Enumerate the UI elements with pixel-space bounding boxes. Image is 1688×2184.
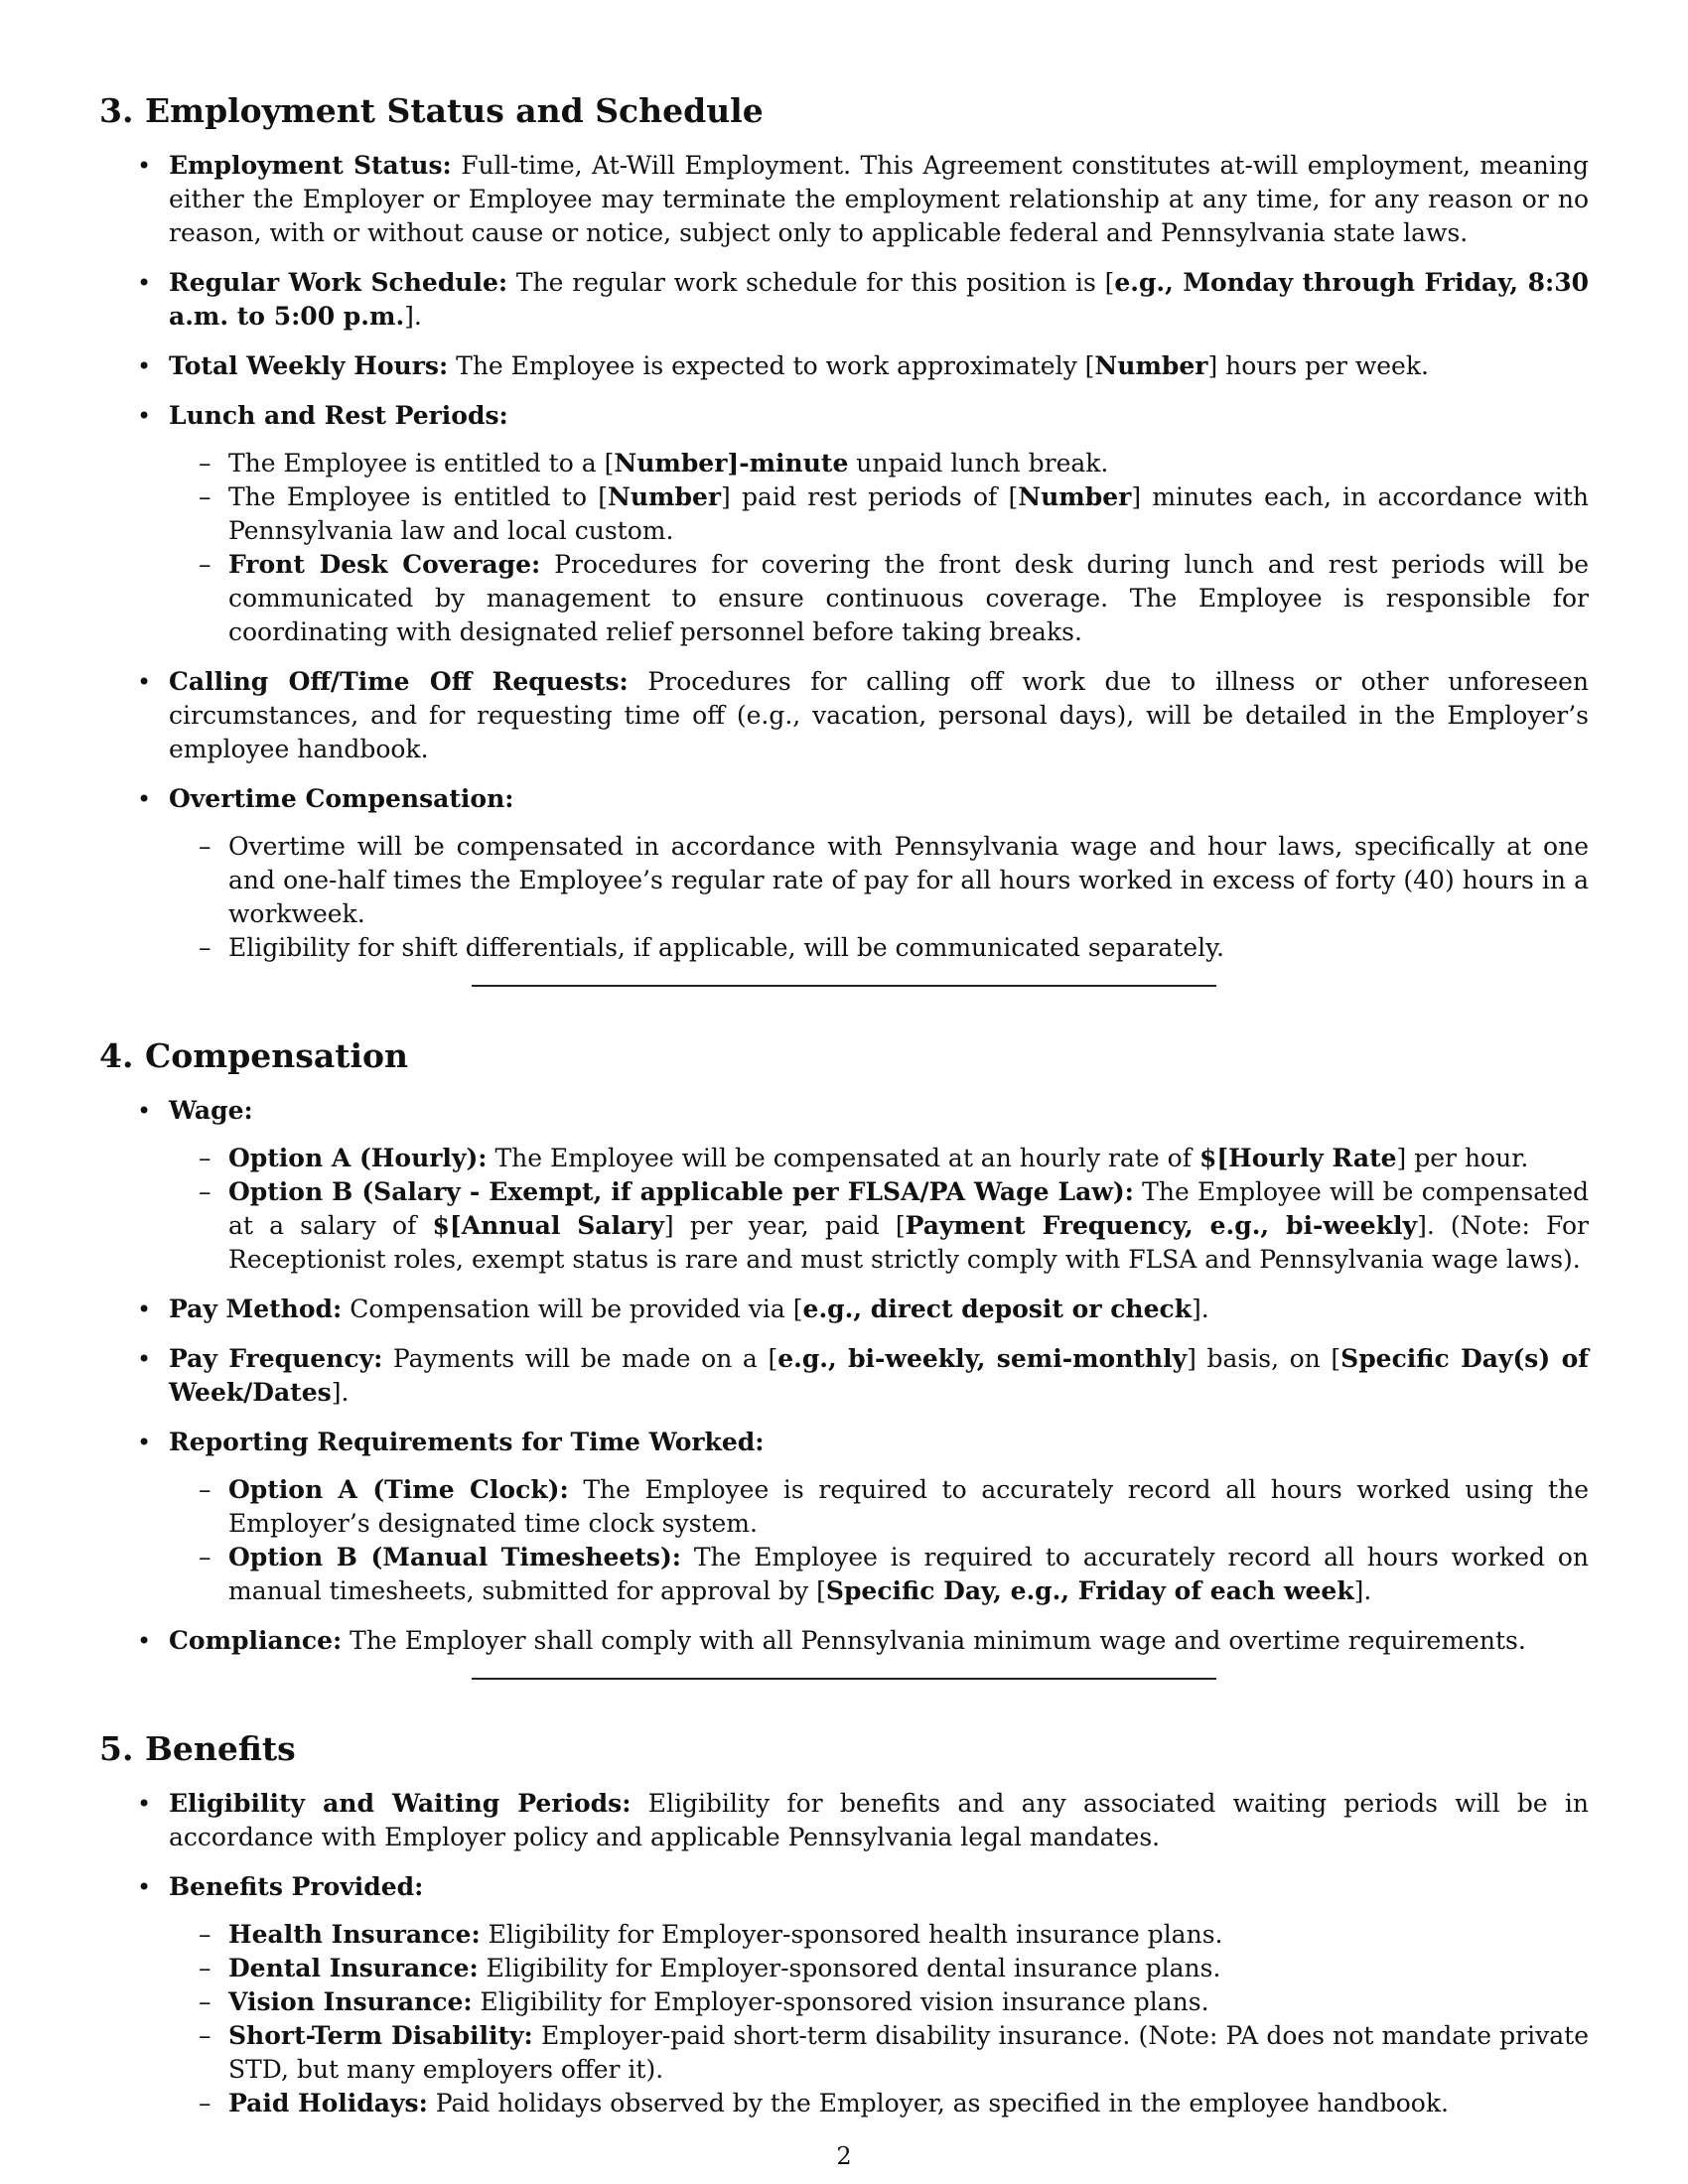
item-text: Procedures for calling off work due to illness or other unforeseen circumstances, and for requesting time off (e.g., vacation, personal days), will be detailed in the Employer’s employee handbook.: [169, 667, 1589, 763]
list-item: [99, 349, 1589, 383]
list-item: [99, 1787, 1589, 1854]
item-label: Option A (Hourly):: [228, 1144, 488, 1172]
section-divider: [472, 985, 1216, 987]
section-3-list: [99, 149, 1589, 965]
sub-list: [169, 1473, 1589, 1608]
list-item: [99, 266, 1589, 334]
placeholder-field: Specific Day(s) of Week/Dates: [169, 1344, 1589, 1407]
item-text: ] hours per week.: [1207, 351, 1429, 380]
item-text: ].: [1353, 1576, 1372, 1605]
placeholder-field: $[Annual Salary: [432, 1211, 664, 1240]
item-label: Short-Term Disability:: [228, 2021, 533, 2050]
sub-list-item: [169, 931, 1589, 965]
item-label: Calling Off/Time Off Requests:: [169, 667, 629, 696]
item-label: Benefits Provided:: [169, 1872, 424, 1901]
list-item: [99, 1342, 1589, 1410]
item-label: Pay Method:: [169, 1295, 343, 1323]
sub-list-item: [169, 1473, 1589, 1541]
list-item: [99, 665, 1589, 766]
section-5-list: [99, 1787, 1589, 2120]
item-text: ] per hour.: [1396, 1144, 1529, 1172]
sub-list-item: [169, 1918, 1589, 1952]
item-label: Option B (Manual Timesheets):: [228, 1543, 682, 1571]
section-3-heading: [99, 89, 1589, 133]
list-item: [99, 149, 1589, 250]
item-label: Reporting Requirements for Time Worked:: [169, 1428, 765, 1456]
placeholder-field: e.g., Monday through Friday, 8:30 a.m. to 5:00 p.m.: [169, 268, 1589, 331]
item-text: ] per year, paid [: [663, 1211, 906, 1240]
section-4-title: Compensation: [145, 1036, 408, 1075]
sub-list: [169, 1142, 1589, 1277]
item-text: The Employee is required to accurately record all hours worked on manual timesheets, submitted for approval by [: [228, 1543, 1589, 1605]
sub-list: [169, 830, 1589, 965]
list-item: [99, 1870, 1589, 2120]
item-label: Health Insurance:: [228, 1920, 481, 1949]
section-4-heading: [99, 1034, 1589, 1078]
item-label: Overtime Compensation:: [169, 784, 514, 813]
item-label: Option A (Time Clock):: [228, 1475, 569, 1504]
sub-list: [169, 1918, 1589, 2120]
section-3-number: 3.: [99, 91, 134, 130]
item-text: The Employee will be compensated at an hourly rate of: [487, 1144, 1199, 1172]
sub-list-item: [169, 1985, 1589, 2019]
placeholder-field: e.g., bi-weekly, semi-monthly: [777, 1344, 1188, 1373]
item-label: Front Desk Coverage:: [228, 550, 541, 579]
list-item: [99, 1293, 1589, 1326]
item-text: Eligibility for shift differentials, if applicable, will be communicated separately.: [228, 933, 1224, 962]
item-text: The Employee is expected to work approximately [: [448, 351, 1095, 380]
sub-list-item: [169, 1541, 1589, 1608]
document-page: [99, 89, 1589, 2136]
section-3-title: Employment Status and Schedule: [145, 91, 764, 130]
item-text: Payments will be made on a [: [382, 1344, 778, 1373]
sub-list-item: [169, 480, 1589, 548]
item-text: The Employee will be compensated at a salary of: [228, 1177, 1589, 1240]
item-text: The Employee is entitled to a [: [228, 449, 615, 478]
item-text: Overtime will be compensated in accordance with Pennsylvania wage and hour laws, specifically at one and one-half times the Employee’s regular rate of pay for all hours worked in excess of forty (40) hours in a workweek.: [228, 832, 1589, 928]
item-label: Compliance:: [169, 1626, 343, 1655]
item-label: Employment Status:: [169, 151, 452, 180]
item-text: ] minutes each, in accordance with Pennsylvania law and local custom.: [228, 482, 1589, 545]
item-text: The Employee is required to accurately record all hours worked using the Employer’s designated time clock system.: [228, 1475, 1590, 1538]
item-label: Vision Insurance:: [228, 1987, 473, 2016]
sub-list-item: [169, 548, 1589, 649]
item-label: Lunch and Rest Periods:: [169, 401, 508, 430]
section-4-number: 4.: [99, 1036, 134, 1075]
item-label: Option B (Salary - Exempt, if applicable per FLSA/PA Wage Law):: [228, 1177, 1134, 1206]
item-text: Eligibility for Employer-sponsored dental insurance plans.: [478, 1954, 1221, 1982]
list-item: [99, 1094, 1589, 1277]
placeholder-field: ]-minute: [727, 449, 849, 478]
page-number: 2: [836, 2142, 852, 2170]
item-text: Eligibility for Employer-sponsored vision insurance plans.: [472, 1987, 1209, 2016]
section-divider: [472, 1678, 1216, 1680]
item-text: Eligibility for benefits and any associated waiting periods will be in accordance with Employer policy and applicable Pennsylvania legal mandates.: [169, 1789, 1590, 1851]
placeholder-field: Number: [1094, 351, 1208, 380]
section-5-title: Benefits: [145, 1729, 296, 1768]
sub-list-item: [169, 1142, 1589, 1175]
placeholder-field: Number: [1018, 482, 1132, 511]
item-text: The Employee is entitled to [: [228, 482, 608, 511]
item-text: Full-time, At-Will Employment. This Agreement constitutes at-will employment, meaning either the Employer or Employee may terminate the employment relationship at any time, for any reason or no reason, with or without cause or notice, subject only to applicable federal and Pennsylvania state laws.: [169, 151, 1589, 247]
placeholder-field: $[Hourly Rate: [1198, 1144, 1397, 1172]
item-text: Employer-paid short-term disability insurance. (Note: PA does not mandate private STD, but many employers offer it).: [228, 2021, 1589, 2084]
section-4-list: [99, 1094, 1589, 1658]
item-text: Procedures for covering the front desk during lunch and rest periods will be communicated by management to ensure continuous coverage. The Employee is responsible for coordinating with designated relief personnel before taking breaks.: [228, 550, 1590, 646]
item-text: The Employer shall comply with all Pennsylvania minimum wage and overtime requirements.: [342, 1626, 1526, 1655]
sub-list-item: [169, 1952, 1589, 1985]
item-text: Paid holidays observed by the Employer, as specified in the employee handbook.: [427, 2089, 1449, 2117]
item-text: ]. (Note: For Receptionist roles, exempt status is rare and must strictly comply with FLSA and Pennsylvania wage laws).: [228, 1211, 1589, 1274]
item-text: ].: [331, 1378, 350, 1407]
item-text: ].: [1192, 1295, 1209, 1323]
placeholder-field: Number: [608, 482, 722, 511]
sub-list: [169, 447, 1589, 649]
sub-list-item: [169, 1175, 1589, 1277]
list-item: [99, 1624, 1589, 1658]
sub-list-item: [169, 447, 1589, 480]
item-text: ] paid rest periods of [: [721, 482, 1019, 511]
item-label: Dental Insurance:: [228, 1954, 479, 1982]
list-item: [99, 782, 1589, 965]
item-label: Total Weekly Hours:: [169, 351, 449, 380]
item-text: ].: [404, 302, 422, 331]
item-label: Pay Frequency:: [169, 1344, 383, 1373]
item-text: Eligibility for Employer-sponsored health insurance plans.: [480, 1920, 1223, 1949]
item-text: unpaid lunch break.: [848, 449, 1109, 478]
placeholder-field: Specific Day, e.g., Friday of each week: [825, 1576, 1354, 1605]
item-label: Regular Work Schedule:: [169, 268, 508, 297]
item-label: Wage:: [169, 1096, 253, 1125]
section-5-heading: [99, 1727, 1589, 1771]
placeholder-field: Payment Frequency, e.g., bi-weekly: [905, 1211, 1418, 1240]
section-5-number: 5.: [99, 1729, 134, 1768]
item-text: ] basis, on [: [1187, 1344, 1341, 1373]
item-label: Paid Holidays:: [228, 2089, 428, 2117]
item-text: The regular work schedule for this position is [: [507, 268, 1115, 297]
list-item: [99, 1426, 1589, 1608]
placeholder-field: Number: [614, 449, 728, 478]
placeholder-field: e.g., direct deposit or check: [802, 1295, 1193, 1323]
sub-list-item: [169, 830, 1589, 931]
item-text: Compensation will be provided via [: [342, 1295, 803, 1323]
item-label: Eligibility and Waiting Periods:: [169, 1789, 632, 1818]
sub-list-item: [169, 2087, 1589, 2120]
sub-list-item: [169, 2019, 1589, 2087]
list-item: [99, 399, 1589, 649]
